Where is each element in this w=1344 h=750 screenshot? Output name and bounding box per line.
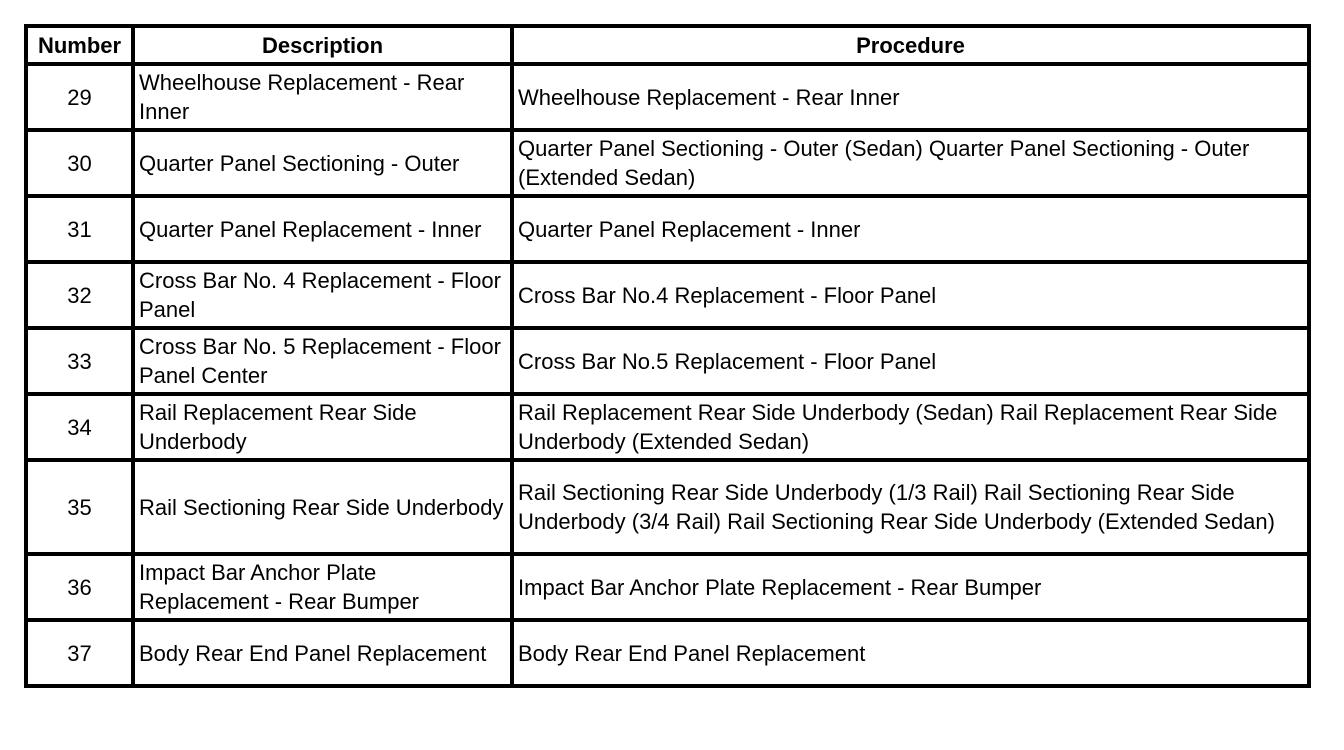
- table-row: [26, 130, 1309, 196]
- table-row: [26, 64, 1309, 130]
- row-description: Impact Bar Anchor Plate Replacement - Rear Bumper: [133, 554, 512, 620]
- header-procedure: Procedure: [512, 26, 1309, 64]
- table-row: [26, 328, 1309, 394]
- row-number: 35: [26, 460, 133, 554]
- row-number: 32: [26, 262, 133, 328]
- table-header-row: [26, 26, 1309, 64]
- row-procedure: Cross Bar No.4 Replacement - Floor Panel: [512, 262, 1309, 328]
- row-description: Body Rear End Panel Replacement: [133, 620, 512, 686]
- header-number: Number: [26, 26, 133, 64]
- row-procedure: Rail Sectioning Rear Side Underbody (1/3 Rail) Rail Sectioning Rear Side Underbody (3/4 Rail) Rail Sectioning Rear Side Underbody (Extended Sedan): [512, 460, 1309, 554]
- procedure-table-container: [24, 24, 1311, 688]
- table-row: [26, 394, 1309, 460]
- row-number: 34: [26, 394, 133, 460]
- row-number: 36: [26, 554, 133, 620]
- table-row: [26, 262, 1309, 328]
- row-description: Wheelhouse Replacement - Rear Inner: [133, 64, 512, 130]
- row-number: 31: [26, 196, 133, 262]
- row-description: Quarter Panel Replacement - Inner: [133, 196, 512, 262]
- row-procedure: Cross Bar No.5 Replacement - Floor Panel: [512, 328, 1309, 394]
- row-procedure: Quarter Panel Sectioning - Outer (Sedan) Quarter Panel Sectioning - Outer (Extended Sedan): [512, 130, 1309, 196]
- row-procedure: Wheelhouse Replacement - Rear Inner: [512, 64, 1309, 130]
- row-description: Cross Bar No. 5 Replacement - Floor Panel Center: [133, 328, 512, 394]
- row-description: Quarter Panel Sectioning - Outer: [133, 130, 512, 196]
- row-number: 33: [26, 328, 133, 394]
- row-description: Cross Bar No. 4 Replacement - Floor Panel: [133, 262, 512, 328]
- row-number: 37: [26, 620, 133, 686]
- row-procedure: Quarter Panel Replacement - Inner: [512, 196, 1309, 262]
- row-description: Rail Replacement Rear Side Underbody: [133, 394, 512, 460]
- row-description: Rail Sectioning Rear Side Underbody: [133, 460, 512, 554]
- table-row: [26, 460, 1309, 554]
- row-number: 30: [26, 130, 133, 196]
- row-number: 29: [26, 64, 133, 130]
- header-description: Description: [133, 26, 512, 64]
- procedure-table: [24, 24, 1311, 688]
- table-row: [26, 554, 1309, 620]
- row-procedure: Impact Bar Anchor Plate Replacement - Rear Bumper: [512, 554, 1309, 620]
- row-procedure: Rail Replacement Rear Side Underbody (Sedan) Rail Replacement Rear Side Underbody (Extended Sedan): [512, 394, 1309, 460]
- row-procedure: Body Rear End Panel Replacement: [512, 620, 1309, 686]
- table-row: [26, 196, 1309, 262]
- table-row: [26, 620, 1309, 686]
